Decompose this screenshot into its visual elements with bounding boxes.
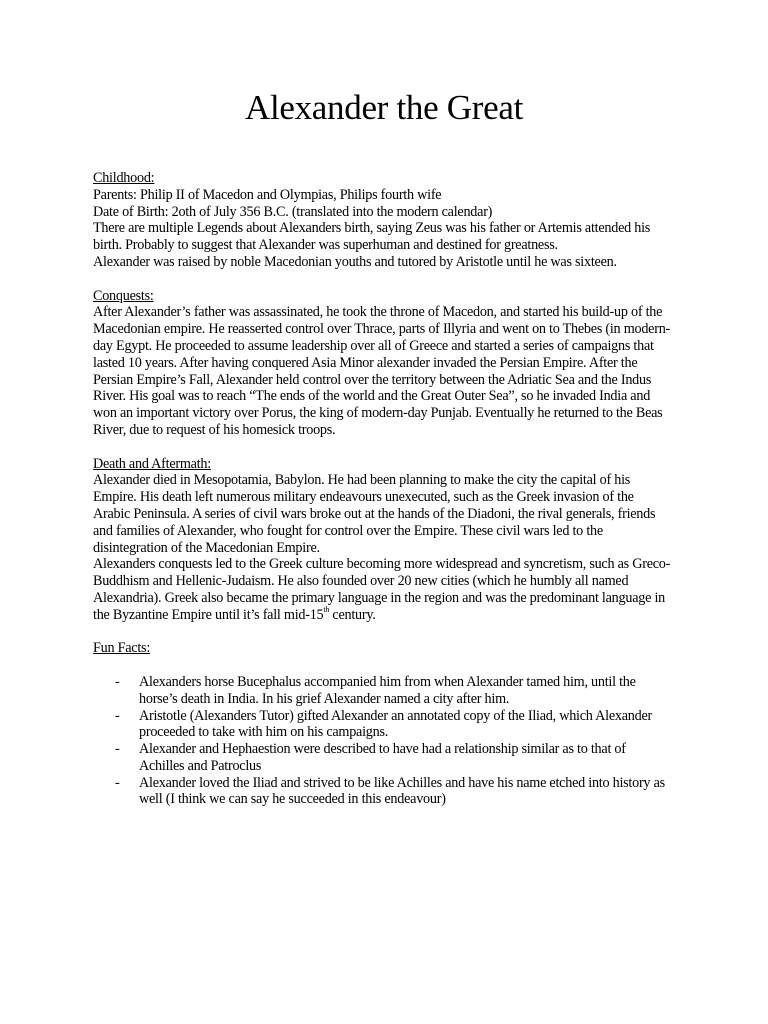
death-paragraph: Alexander died in Mesopotamia, Babylon. He had been planning to make the city the capital of his Empire. His death left numerous military endeavours unexecuted, such as the Greek invasion of the Arabic Peninsula. A series of civil wars broke out at the hands of the Diadoni, the rival generals, friends and families of Alexander, who fought for control over the Empire. These civil wars led to the disintegration of the Macedonian Empire. xyxy=(93,472,656,556)
legacy-paragraph xyxy=(93,556,673,623)
fun-fact-text: Alexander and Hephaestion were described to have had a relationship similar as to that of Achilles and Patroclus xyxy=(139,741,626,774)
fun-fact-item xyxy=(93,674,673,708)
legacy-text-end: century. xyxy=(329,606,376,623)
spacer xyxy=(93,271,673,288)
fun-fact-text: Alexander loved the Iliad and strived to be like Achilles and have his name etched into history as well (I think we can say he succeeded in this endeavour) xyxy=(139,774,665,808)
bullet-dash: - xyxy=(115,774,120,791)
document-title: Alexander the Great xyxy=(244,88,524,127)
legends-paragraph: There are multiple Legends about Alexanders birth, saying Zeus was his father or Artemis attended his birth. Probably to suggest that Alexander was superhuman and destined for greatness. xyxy=(93,220,651,254)
fun-facts-section xyxy=(93,640,673,808)
childhood-section xyxy=(93,170,673,271)
fun-facts-list xyxy=(93,674,673,808)
fun-fact-item xyxy=(93,741,673,775)
parents-line: Parents: Philip II of Macedon and Olympias, Philips fourth wife xyxy=(93,186,442,203)
legacy-text: Alexanders conquests led to the Greek culture becoming more widespread and syncretism, such as Greco-Buddhism and Hellenic-Judaism. He also founded over 20 new cities (which he humbly all named Alexandria). Greek also became the primary language in the region and was the predominant language in the Byzantine Empire until it’s fall mid-15 xyxy=(93,556,671,623)
document-body xyxy=(93,170,673,808)
childhood-heading: Childhood: xyxy=(93,170,155,186)
conquests-heading: Conquests: xyxy=(93,287,154,304)
death-heading: Death and Aftermath: xyxy=(93,455,211,472)
birth-date-line: Date of Birth: 2oth of July 356 B.C. (translated into the modern calendar) xyxy=(93,203,493,220)
bullet-dash: - xyxy=(115,741,120,758)
spacer xyxy=(93,657,673,674)
conquests-section xyxy=(93,288,673,439)
death-section xyxy=(93,456,673,624)
spacer xyxy=(93,439,673,456)
conquests-paragraph: After Alexander’s father was assassinated, he took the throne of Macedon, and started his build-up of the Macedonian empire. He reasserted control over Thrace, parts of Illyria and went on to Thebes (in modern-day Egypt. He proceeded to assume leadership over all of Greece and started a series of campaigns that lasted 10 years. After having conquered Asia Minor alexander invaded the Persian Empire. After the Persian Empire’s Fall, Alexander held control over the territory between the Adriatic Sea and the Indus River. His goal was to reach “The ends of the world and the Great Outer Sea”, so he invaded India and won an important victory over Porus, the king of modern-day Punjab. Eventually he returned to the Beas River, due to request of his homesick troops. xyxy=(93,304,671,438)
ordinal-suffix: th xyxy=(323,604,330,614)
fun-fact-text: Alexanders horse Bucephalus accompanied him from when Alexander tamed him, until the horse’s death in India. In his grief Alexander named a city after him. xyxy=(139,673,636,707)
fun-fact-item xyxy=(93,775,673,809)
fun-fact-text: Aristotle (Alexanders Tutor) gifted Alexander an annotated copy of the Iliad, which Alexander proceeded to take with him on his campaigns. xyxy=(139,707,652,741)
fun-fact-item xyxy=(93,708,673,742)
education-line: Alexander was raised by noble Macedonian youths and tutored by Aristotle until he was sixteen. xyxy=(93,253,617,270)
spacer xyxy=(93,624,673,641)
bullet-dash: - xyxy=(115,673,120,690)
bullet-dash: - xyxy=(115,707,120,724)
fun-facts-heading: Fun Facts: xyxy=(93,640,151,657)
